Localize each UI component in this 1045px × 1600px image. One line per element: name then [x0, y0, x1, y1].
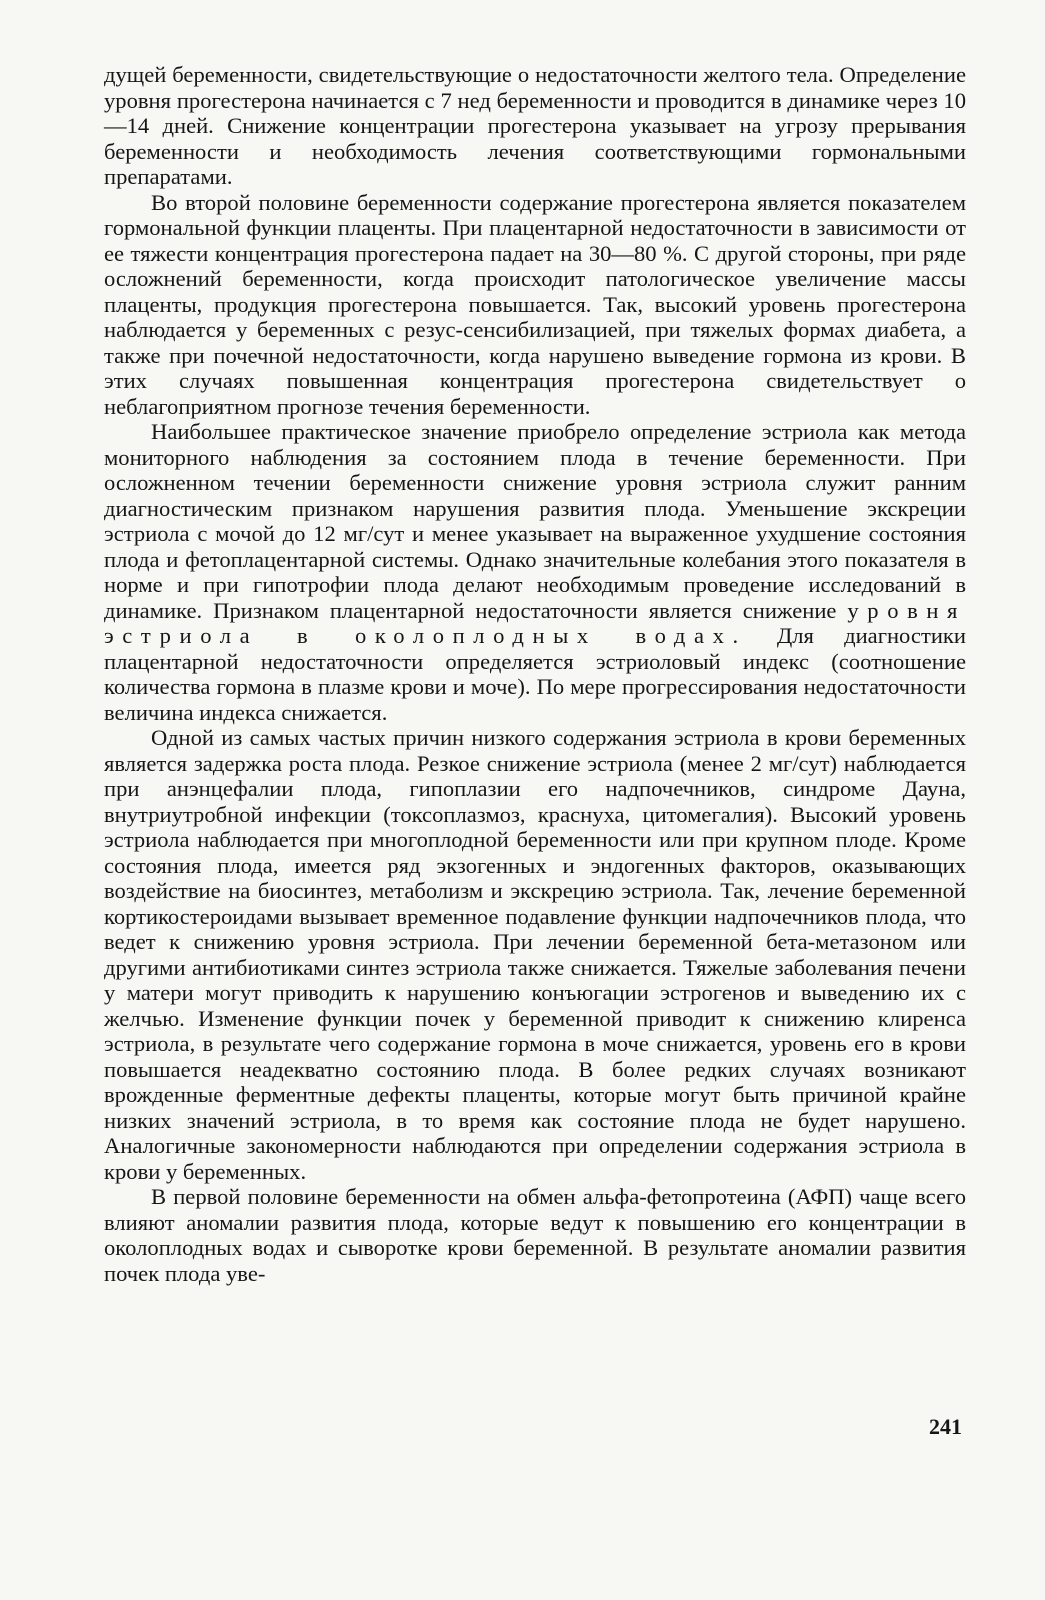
paragraph-3-end: Для диагностики плацентарной недостаточности определяется эстриоловый индекс (соотношение количества гормона в плазме крови и моче). По мере прогрессирования недостаточности величина индекса снижается. [104, 623, 966, 725]
paragraph-2: Во второй половине беременности содержание прогестерона является показателем гормональной функции плаценты. При плацентарной недостаточности в зависимости от ее тяжести концентрация прогестерона падает на 30—80 %. С другой стороны, при ряде осложнений беременности, когда происходит патологическое увеличение массы плаценты, продукция прогестерона повышается. Так, высокий уровень прогестерона наблюдается у беременных с резус-сенсибилизацией, при тяжелых формах диабета, а также при почечной недостаточности, когда нарушено выведение гормона из крови. В этих случаях повышенная концентрация прогестерона свидетельствует о неблагоприятном прогнозе течения беременности. [104, 189, 966, 419]
page-number: 241 [929, 1414, 962, 1439]
paragraph-3-start: Наибольшее практическое значение приобрело определение эстриола как метода мониторного наблюдения за состоянием плода в течение беременности. При осложненном течении беременности снижение уровня эстриола служит ранним диагностическим признаком нарушения развития плода. Уменьшение экскреции эстриола с мочой до 12 мг/сут и менее указывает на выраженное ухудшение состояния плода и фетоплацентарной системы. Однако значительные колебания этого показателя в норме и при гипотрофии плода делают необходимым проведение исследований в динамике. Признаком плацентарной недостаточности является снижение [104, 419, 966, 623]
paragraph-4: Одной из самых частых причин низкого содержания эстриола в крови беременных является задержка роста плода. Резкое снижение эстриола (менее 2 мг/сут) наблюдается при анэнцефалии плода, гипоплазии его надпочечников, синдроме Дауна, внутриутробной инфекции (токсоплазмоз, краснуха, цитомегалия). Высокий уровень эстриола наблюдается при многоплодной беременности или при крупном плоде. Кроме состояния плода, имеется ряд экзогенных и эндогенных факторов, оказывающих воздействие на биосинтез, метаболизм и экскрецию эстриола. Так, лечение беременной кортикостероидами вызывает временное подавление функции надпочечников плода, что ведет к снижению уровня эстриола. При лечении беременной бета-метазоном или другими антибиотиками синтез эстриола также снижается. Тяжелые заболевания печени у матери могут приводить к нарушению конъюгации эстрогенов и выведению их с желчью. Изменение функции почек у беременной приводит к снижению клиренса эстриола, в результате чего содержание гормона в моче снижается, уровень его в крови повышается неадекватно состоянию плода. В более редких случаях возникают врожденные ферментные дефекты плаценты, которые могут быть причиной крайне низких значений эстриола, в то время как состояние плода не будет нарушено. Аналогичные закономерности наблюдаются при определении содержания эстриола в крови у беременных. [104, 725, 966, 1184]
emphasis-spaced: уровня эстриола в околоплодных водах. [104, 597, 966, 648]
paragraph-3 [104, 419, 966, 725]
paragraph-5: В первой половине беременности на обмен альфа-фетопротеина (АФП) чаще всего влияют аномалии развития плода, которые ведут к повышению его концентрации в околоплодных водах и сыворотке крови беременной. В результате аномалии развития почек плода уве- [104, 1184, 966, 1286]
document-page [104, 62, 966, 1286]
paragraph-1: дущей беременности, свидетельствующие о недостаточности желтого тела. Определение уровня прогестерона начинается с 7 нед беременности и проводится в динамике через 10—14 дней. Снижение концентрации прогестерона указывает на угрозу прерывания беременности и необходимость лечения соответствующими гормональными препаратами. [104, 62, 966, 189]
